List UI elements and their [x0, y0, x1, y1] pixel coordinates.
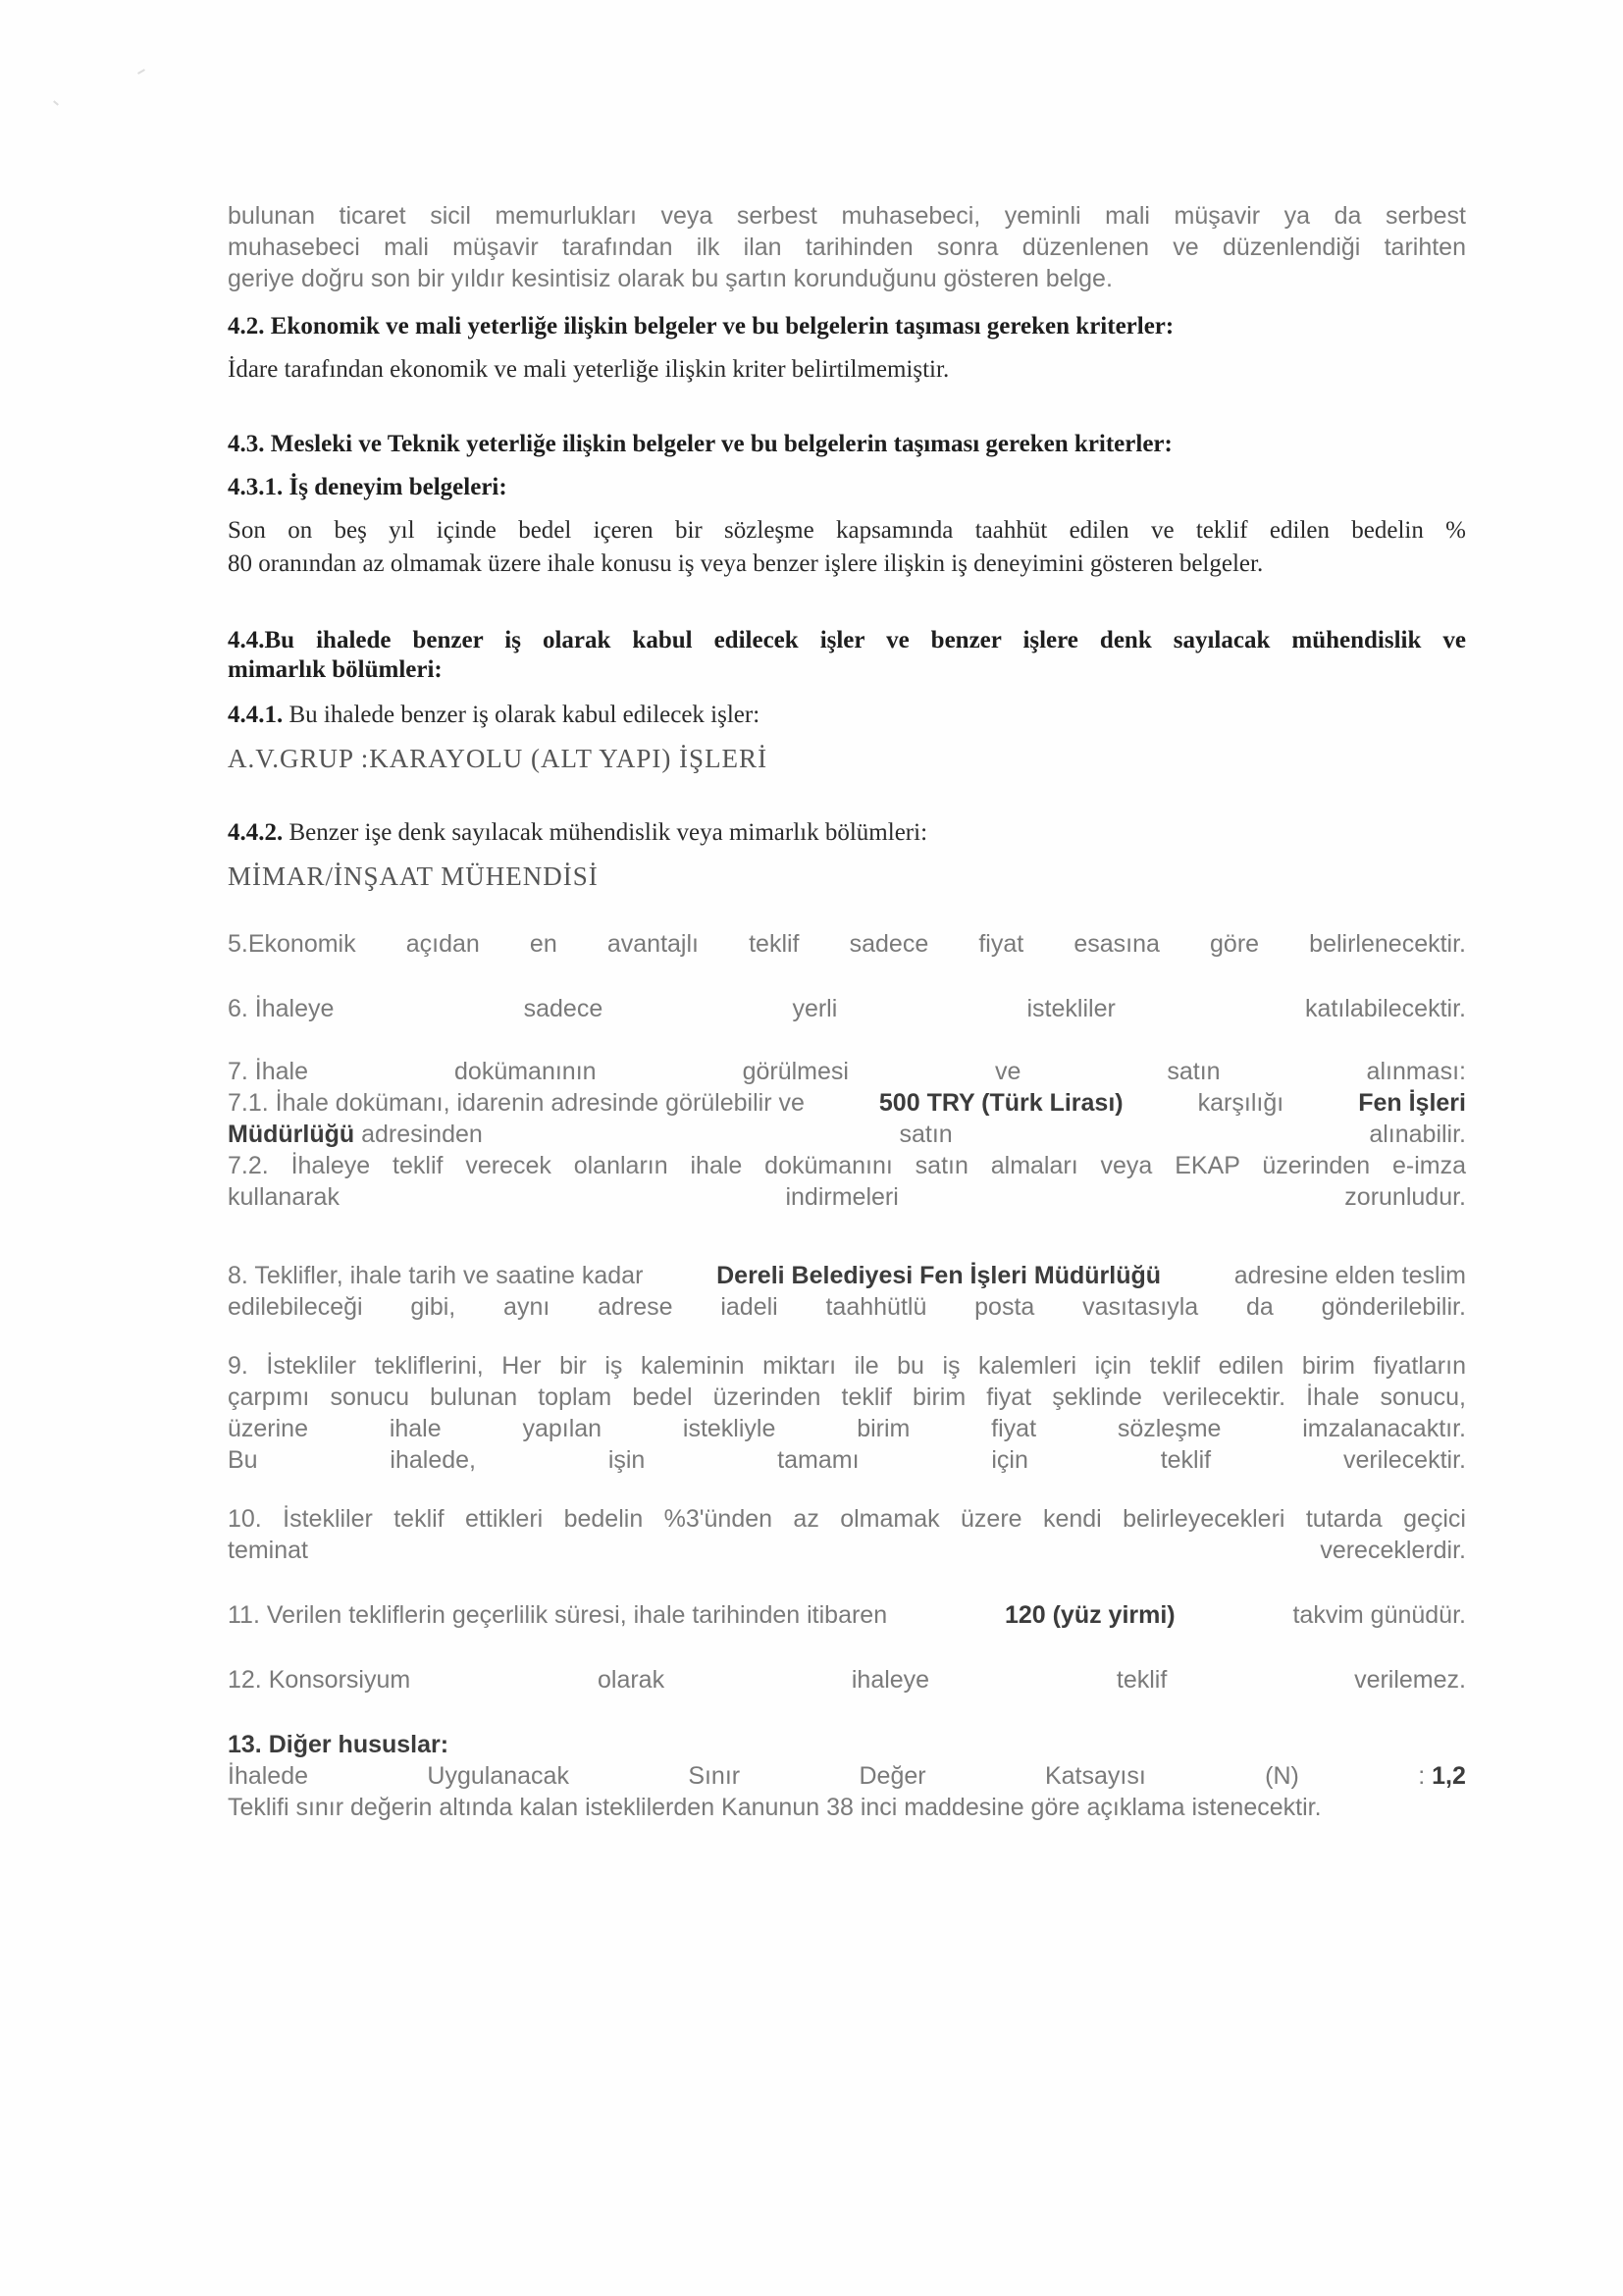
- word: tamamı: [777, 1446, 860, 1474]
- paragraph-line: çarpımı sonucu bulunan toplam bedel üzerinden teklif birim fiyat şeklinde verilecektir. İhale sonucu,: [228, 1383, 1466, 1411]
- word: (N): [1265, 1762, 1299, 1790]
- word: katılabilecektir.: [1305, 995, 1466, 1022]
- word: indirmeleri: [785, 1183, 899, 1211]
- word: Katsayısı: [1044, 1762, 1146, 1790]
- word: satın: [1167, 1058, 1221, 1085]
- section-heading: 4.3. Mesleki ve Teknik yeterliğe ilişkin belgeler ve bu belgelerin taşıması gereken kriterler:: [228, 431, 1173, 457]
- text: 7.1. İhale dokümanı, idarenin adresinde görülebilir ve: [228, 1089, 805, 1117]
- word: verilecektir.: [1342, 1446, 1466, 1474]
- word: vereceklerdir.: [1320, 1537, 1466, 1564]
- word: istekliyle: [682, 1415, 776, 1442]
- paragraph-line: 10. İstekliler teklif ettikleri bedelin %3'ünden az olmamak üzere kendi belirleyecekleri tutarda geçici: [228, 1505, 1466, 1533]
- word: teklif: [1116, 1666, 1168, 1694]
- word: 6. İhaleye: [228, 995, 335, 1022]
- text: takvim günüdür.: [1292, 1601, 1466, 1629]
- word: alınması:: [1366, 1058, 1466, 1085]
- word: posta: [974, 1293, 1035, 1321]
- fee-amount: 500 TRY (Türk Lirası): [878, 1089, 1124, 1117]
- section-12: [228, 1664, 1466, 1696]
- text: karşılığı: [1197, 1089, 1284, 1117]
- text: 11. Verilen tekliflerin geçerlilik süresi, ihale tarihinden itibaren: [228, 1601, 888, 1629]
- word: adrese: [598, 1293, 673, 1321]
- office-address: Dereli Belediyesi Fen İşleri Müdürlüğü: [716, 1262, 1162, 1289]
- word: dokümanının: [454, 1058, 597, 1085]
- subsection-number: 4.4.1.: [228, 702, 284, 728]
- word: teminat: [228, 1537, 308, 1564]
- paragraph-line: [228, 1444, 1466, 1476]
- word: iadeli: [720, 1293, 778, 1321]
- word: Uygulanacak: [427, 1762, 569, 1790]
- word: görülmesi: [742, 1058, 849, 1085]
- section-9: [228, 1350, 1466, 1476]
- word: imzalanacaktır.: [1302, 1415, 1466, 1442]
- paragraph-line: [228, 1413, 1466, 1444]
- word: da: [1245, 1293, 1274, 1321]
- word: edilebileceği: [228, 1293, 363, 1321]
- scan-mark: [53, 100, 59, 105]
- section-text: 80 oranından az olmamak üzere ihale konusu iş veya benzer işlere ilişkin iş deneyimini gösteren belgeler.: [228, 550, 1264, 577]
- word: kullanarak: [228, 1183, 340, 1211]
- word: yapılan: [522, 1415, 602, 1442]
- word: verilemez.: [1354, 1666, 1466, 1694]
- word: vasıtasıyla: [1082, 1293, 1199, 1321]
- subsection-number: 4.3.1.: [228, 474, 284, 500]
- paragraph-line: 9. İstekliler tekliflerini, Her bir iş kaleminin miktarı ile bu iş kalemleri için teklif edilen birim fiyatların: [228, 1352, 1466, 1380]
- word: alınabilir.: [1369, 1121, 1466, 1148]
- word: aynı: [503, 1293, 550, 1321]
- intro-paragraph: [228, 200, 1466, 294]
- word: istekliler: [1026, 995, 1116, 1022]
- subsection-number: 4.4.2.: [228, 819, 284, 846]
- word: ihaleye: [851, 1666, 930, 1694]
- paragraph-7-2-line: 7.2. İhaleye teklif verecek olanların ihale dokümanını satın almaları veya EKAP üzerinden e-imza: [228, 1152, 1466, 1179]
- word: sadece: [523, 995, 603, 1022]
- word: ihale: [389, 1415, 442, 1442]
- word: ve: [994, 1058, 1021, 1085]
- subsection-title: [228, 471, 1466, 504]
- paragraph-7-1-line: [228, 1087, 1466, 1119]
- validity-period: 120 (yüz yirmi): [1004, 1601, 1176, 1629]
- word: fiyat: [991, 1415, 1037, 1442]
- paragraph-line: [228, 1260, 1466, 1291]
- section-heading: 4.2. Ekonomik ve mali yeterliğe ilişkin belgeler ve bu belgelerin taşıması gereken kriterler:: [228, 313, 1175, 339]
- word: Sınır: [688, 1762, 741, 1790]
- paragraph-line: [228, 1291, 1466, 1323]
- section-8: [228, 1260, 1466, 1323]
- coefficient-value: : 1,2: [1418, 1762, 1466, 1790]
- word: olarak: [597, 1666, 665, 1694]
- section-13: [228, 1729, 1466, 1823]
- word: teklif: [1160, 1446, 1212, 1474]
- intro-line: muhasebeci mali müşavir tarafından ilk ilan tarihinden sonra düzenlenen ve düzenlendiği tarihten: [228, 234, 1466, 261]
- paragraph-7-2-line: [228, 1181, 1466, 1213]
- word: 7. İhale: [228, 1058, 309, 1085]
- word: Bu: [228, 1446, 258, 1474]
- text: 8. Teklifler, ihale tarih ve saatine kadar: [228, 1262, 644, 1289]
- section-10: [228, 1503, 1466, 1566]
- section-7: [228, 1056, 1466, 1213]
- subsection-line: [228, 816, 1466, 850]
- word: birim: [857, 1415, 911, 1442]
- word: sözleşme: [1117, 1415, 1222, 1442]
- threshold-coefficient-line: [228, 1760, 1466, 1792]
- section-text: Son on beş yıl içinde bedel içeren bir sözleşme kapsamında taahhüt edilen ve teklif edilen bedelin %: [228, 517, 1466, 544]
- subsection-text: Bu ihalede benzer iş olarak kabul edilecek işler:: [288, 702, 760, 728]
- section-11: [228, 1599, 1466, 1631]
- scan-mark: [137, 69, 145, 75]
- word: gibi,: [410, 1293, 456, 1321]
- subsection-line: [228, 699, 1466, 732]
- word: 12. Konsorsiyum: [228, 1666, 411, 1694]
- section-4-2: [228, 310, 1466, 387]
- word: yerli: [792, 995, 838, 1022]
- similar-work-group: A.V.GRUP :KARAYOLU (ALT YAPI) İŞLERİ: [228, 744, 768, 773]
- word: ihalede,: [390, 1446, 476, 1474]
- section-title: 13. Diğer hususlar:: [228, 1731, 449, 1758]
- word: taahhütlü: [825, 1293, 927, 1321]
- section-4-4: [228, 624, 1466, 893]
- paragraph-7-1-line: [228, 1119, 1466, 1150]
- word: gönderilebilir.: [1321, 1293, 1466, 1321]
- intro-line: bulunan ticaret sicil memurlukları veya serbest muhasebeci, yeminli mali müşavir ya da serbest: [228, 202, 1466, 230]
- word: işin: [607, 1446, 646, 1474]
- engineering-departments: MİMAR/İNŞAAT MÜHENDİSİ: [228, 861, 599, 891]
- word: zorunludur.: [1344, 1183, 1466, 1211]
- section-title: [228, 1056, 1466, 1087]
- section-text: İdare tarafından ekonomik ve mali yeterliğe ilişkin kriter belirtilmemiştir.: [228, 356, 950, 383]
- section-heading: 4.4.Bu ihalede benzer iş olarak kabul edilecek işler ve benzer işlere denk sayılacak mühendislik ve: [228, 627, 1466, 653]
- subsection-text: Benzer işe denk sayılacak mühendislik veya mimarlık bölümleri:: [288, 819, 928, 846]
- text: adresine elden teslim: [1233, 1262, 1466, 1289]
- word: için: [991, 1446, 1028, 1474]
- word: İhalede: [228, 1762, 309, 1790]
- word: üzerine: [228, 1415, 308, 1442]
- word: Değer: [859, 1762, 926, 1790]
- paragraph-line: [228, 1535, 1466, 1566]
- section-5: 5.Ekonomik açıdan en avantajlı teklif sadece fiyat esasına göre belirlenecektir.: [228, 930, 1466, 958]
- subsection-label: İş deneyim belgeleri:: [288, 474, 507, 500]
- office-name: Müdürlüğü adresinden: [228, 1121, 483, 1148]
- section-heading: mimarlık bölümleri:: [228, 656, 443, 683]
- word: satın: [899, 1121, 953, 1148]
- section-6: [228, 993, 1466, 1024]
- section-4-3: [228, 428, 1466, 581]
- paragraph-line: Teklifi sınır değerin altında kalan isteklilerden Kanunun 38 inci maddesine göre açıklama istenecektir.: [228, 1794, 1322, 1821]
- intro-line: geriye doğru son bir yıldır kesintisiz olarak bu şartın korunduğunu gösteren belge.: [228, 265, 1113, 292]
- office-name: Fen İşleri: [1358, 1089, 1466, 1117]
